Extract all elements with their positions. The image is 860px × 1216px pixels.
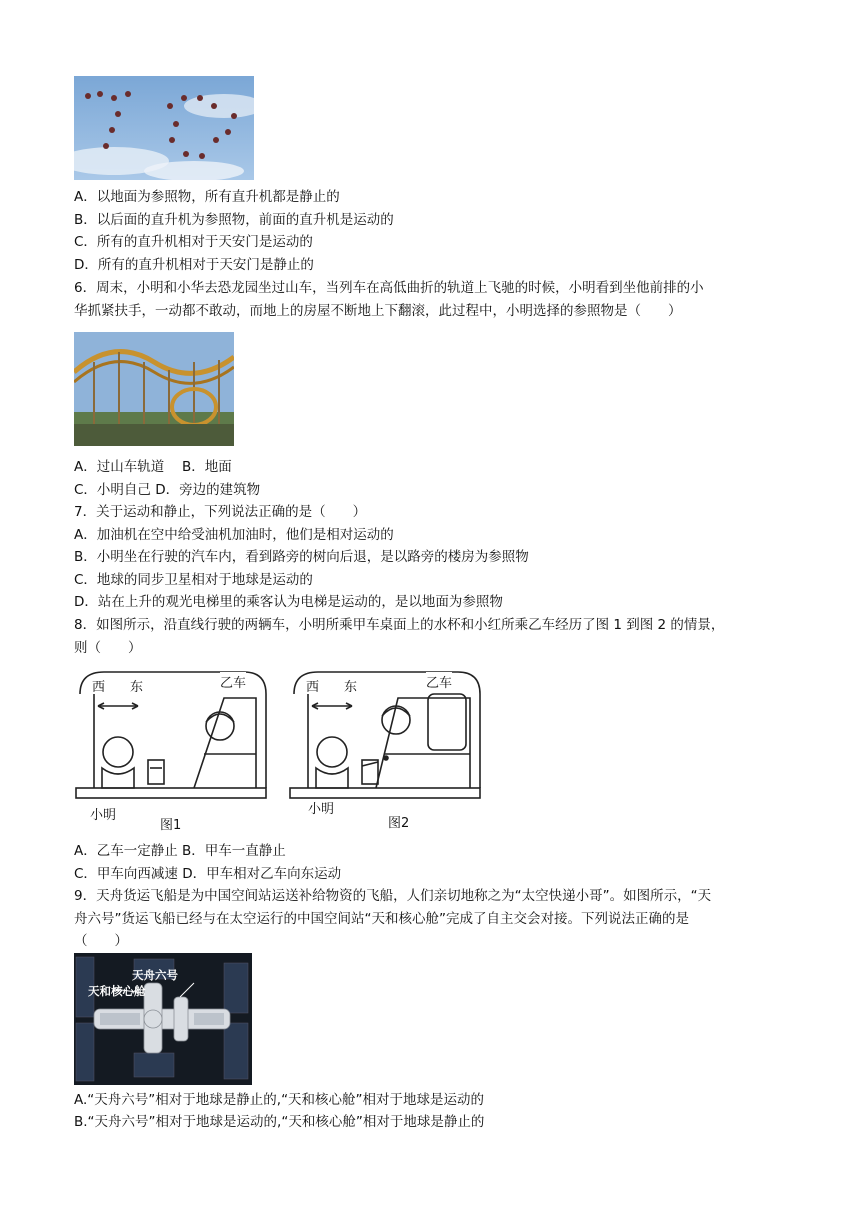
q8-option-cd: C．甲车向西减速 D．甲车相对乙车向东运动 — [74, 866, 342, 882]
q6-stem-line-1: 6．周末，小明和小华去恐龙园坐过山车，当列车在高低曲折的轨道上飞驰的时候，小明看到坐他前排的小 — [74, 280, 704, 296]
fig2-caption: 图2 — [388, 816, 410, 831]
q5-option-b: B．以后面的直升机为参照物，前面的直升机是运动的 — [74, 212, 394, 228]
q7-option-d: D．站在上升的观光电梯里的乘客认为电梯是运动的，是以地面为参照物 — [74, 594, 503, 610]
fig1-west-label: 西 — [92, 680, 106, 695]
fig1-east-label: 东 — [130, 680, 144, 695]
q8-stem-line-1: 8．如图所示，沿直线行驶的两辆车，小明所乘甲车桌面上的水杯和小红所乘乙车经历了图 1 到图 2 的情景， — [74, 617, 725, 633]
q8-figure-1 — [74, 664, 274, 836]
q8-option-ab: A．乙车一定静止 B．甲车一直静止 — [74, 843, 286, 859]
fig2-car-label: 乙车 — [426, 672, 452, 691]
fig2-east-label: 东 — [344, 680, 358, 695]
q5-option-a: A．以地面为参照物，所有直升机都是静止的 — [74, 189, 340, 205]
roller-coaster-photo — [74, 332, 234, 446]
fig2-west-label: 西 — [306, 680, 320, 695]
q9-stem-line-1: 9．天舟货运飞船是为中国空间站运送补给物资的飞船，人们亲切地称之为“太空快递小哥”。如图所示，“天 — [74, 888, 712, 904]
q6-option-cd: C．小明自己 D．旁边的建筑物 — [74, 482, 261, 498]
space-station-photo — [74, 953, 252, 1085]
q9-option-b: B.“天舟六号”相对于地球是运动的,“天和核心舱”相对于地球是静止的 — [74, 1114, 485, 1130]
q7-option-b: B．小明坐在行驶的汽车内，看到路旁的树向后退，是以路旁的楼房为参照物 — [74, 549, 529, 565]
q8-stem-line-2: 则（ ） — [74, 640, 142, 656]
q6-option-ab: A．过山车轨道 B．地面 — [74, 459, 232, 475]
fig1-caption: 图1 — [160, 818, 182, 833]
space-label-tianzhou: 天舟六号 — [132, 968, 178, 982]
q7-stem: 7．关于运动和静止，下列说法正确的是（ ） — [74, 504, 367, 520]
q5-option-d: D．所有的直升机相对于天安门是静止的 — [74, 257, 314, 273]
helicopter-formation-photo — [74, 76, 254, 180]
q9-option-a: A.“天舟六号”相对于地球是静止的,“天和核心舱”相对于地球是运动的 — [74, 1092, 485, 1108]
fig2-person-label: 小明 — [308, 802, 335, 817]
q8-figure-2 — [288, 664, 488, 836]
q6-stem-line-2: 华抓紧扶手，一动都不敢动，而地上的房屋不断地上下翻滚，此过程中，小明选择的参照物是（ ） — [74, 303, 682, 319]
q9-stem-line-3: （ ） — [74, 933, 128, 949]
fig1-person-label: 小明 — [90, 808, 117, 823]
fig1-car-label: 乙车 — [220, 672, 246, 691]
space-label-tianhe: 天和核心舱 — [88, 984, 146, 998]
q7-option-a: A．加油机在空中给受油机加油时，他们是相对运动的 — [74, 527, 394, 543]
q9-stem-line-2: 舟六号”货运飞船已经与在太空运行的中国空间站“天和核心舱”完成了自主交会对接。下列说法正确的是 — [74, 911, 689, 927]
q5-option-c: C．所有的直升机相对于天安门是运动的 — [74, 234, 313, 250]
q7-option-c: C．地球的同步卫星相对于地球是运动的 — [74, 572, 313, 588]
